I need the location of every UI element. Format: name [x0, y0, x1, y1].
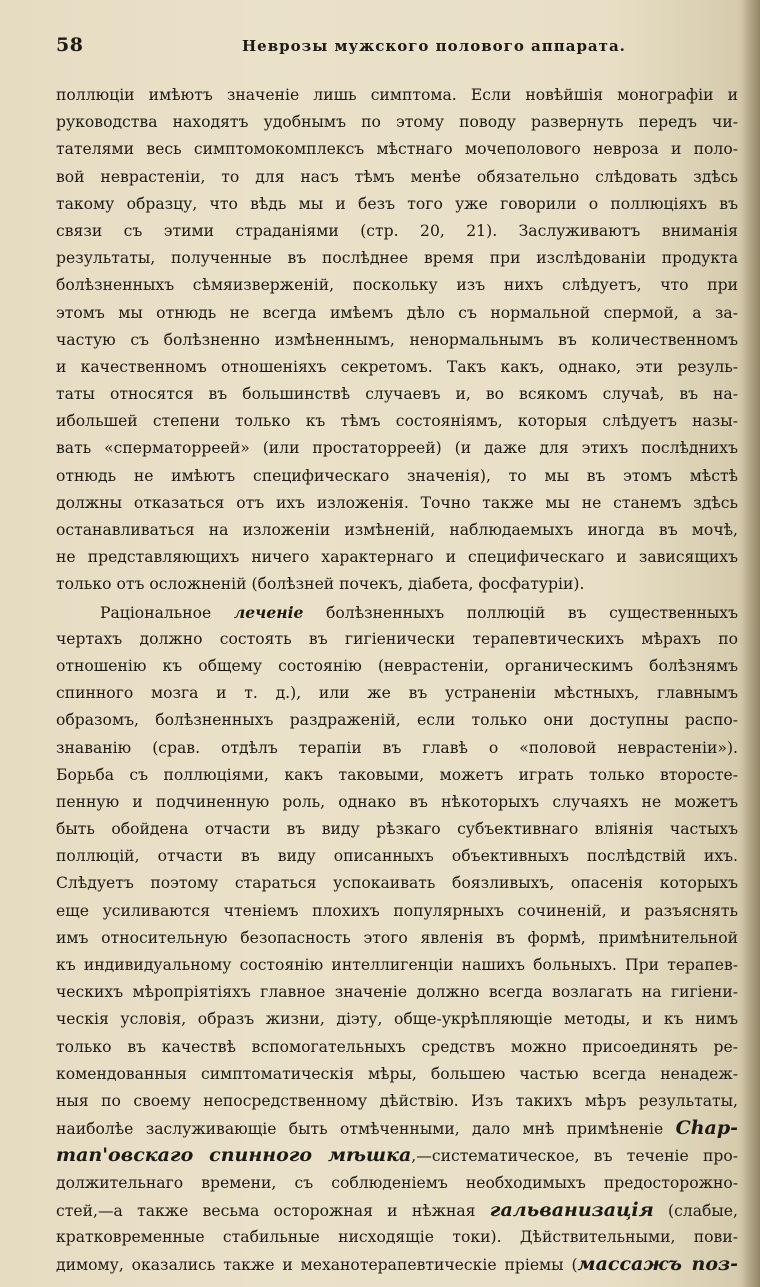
text-segment: связи съ этими страданіями (стр. 20, 21). Заслуживаютъ вниманія — [56, 221, 738, 240]
text-segment: комендованныя симптоматическія мѣры, большею частью всегда ненадеж- — [56, 1064, 738, 1083]
text-segment: стей,—а также весьма осторожная и нѣжная — [56, 1201, 490, 1220]
text-segment: останавливаться на изложеніи измѣненій, наблюдаемыхъ иногда въ мочѣ, — [56, 521, 738, 539]
text-segment: поллюцій, отчасти въ виду описанныхъ объективныхъ послѣдствій ихъ. — [56, 847, 738, 866]
text-line — [56, 381, 738, 408]
text-segment: ческія условія, образъ жизни, діэту, обще-укрѣпляющіе методы, и къ нимъ — [56, 1010, 738, 1029]
text-segment: спинного мозга и т. д.), или же въ устраненіи мѣстныхъ, главнымъ — [56, 684, 738, 703]
body-text — [56, 82, 738, 1278]
text-segment: наиболѣе заслуживающіе быть отмѣченными, дало мнѣ примѣненіе — [56, 1120, 676, 1139]
page-edge-shadow — [742, 0, 760, 1287]
text-line — [56, 82, 738, 109]
emphasized-text: массажъ поз- — [577, 1253, 738, 1276]
text-line — [56, 1251, 738, 1278]
text-line — [56, 653, 738, 680]
text-line — [56, 191, 738, 218]
text-line — [56, 626, 738, 653]
text-segment: ,—систематическое, въ теченіе про- — [411, 1147, 738, 1166]
text-segment: вать «сперматорреей» (или простаторреей) (и даже для этихъ послѣднихъ — [56, 439, 738, 458]
text-segment: къ индивидуальному состоянію интеллигенціи нашихъ больныхъ. При терапев- — [56, 956, 738, 974]
text-segment: не представляющихъ ничего характернаго и специфическаго и зависящихъ — [56, 548, 738, 567]
text-segment: руководства находятъ удобнымъ по этому поводу развернуть передъ чи- — [56, 113, 738, 132]
running-head: Неврозы мужского полового аппарата. — [242, 37, 626, 55]
text-segment: ибольшей степени только къ тѣмъ состояніямъ, которыя слѣдуетъ назы- — [56, 412, 738, 431]
text-line — [56, 245, 738, 272]
text-segment: димому, оказались также и механотерапевтическіе пріемы ( — [56, 1256, 578, 1275]
text-segment: кратковременные стабильные нисходящіе токи). Дѣйствительными, пови- — [56, 1227, 738, 1246]
text-line — [56, 735, 738, 762]
text-line — [56, 870, 738, 897]
text-line — [56, 898, 738, 925]
text-line — [56, 408, 738, 435]
text-line — [56, 789, 738, 816]
text-segment: пенную и подчиненную роль, однако въ нѣкоторыхъ случаяхъ не можетъ — [56, 792, 738, 811]
text-segment: Борьба съ поллюціями, какъ таковыми, можетъ играть только второсте- — [56, 765, 738, 784]
text-segment: имъ относительную безопасность этого явленія въ формѣ, примѣнительной — [56, 928, 738, 947]
text-line — [56, 1224, 738, 1251]
text-line — [56, 490, 738, 517]
text-segment: должительнаго времени, съ соблюденіемъ необходимыхъ предосторожно- — [56, 1173, 738, 1192]
text-segment: Раціональное — [100, 603, 234, 622]
text-segment: и качественномъ отношеніяхъ секретомъ. Такъ какъ, однако, эти резуль- — [56, 357, 738, 376]
text-line — [56, 1170, 738, 1197]
text-segment: таты относятся въ большинствѣ случаевъ и, во всякомъ случаѣ, въ на- — [56, 385, 738, 404]
text-segment: результаты, полученные въ послѣднее время при изслѣдованіи продукта — [56, 249, 738, 268]
emphasized-text: man'овскаго спинного мѣшка — [56, 1144, 412, 1167]
text-segment: только отъ осложненій (болѣзней почекъ, діабета, фосфатуріи). — [56, 575, 585, 594]
text-line — [56, 762, 738, 789]
emphasized-text: леченіе — [233, 602, 304, 622]
page-number: 58 — [56, 34, 84, 56]
text-line — [56, 544, 738, 571]
text-line — [56, 1115, 738, 1142]
text-segment: только въ качествѣ вспомогательныхъ средствъ можно присоединять ре- — [56, 1037, 738, 1056]
text-line — [56, 952, 738, 979]
text-segment: отношенію къ общему состоянію (неврастеніи, органическимъ болѣзнямъ — [56, 656, 738, 675]
text-line — [56, 680, 738, 707]
text-line — [56, 327, 738, 354]
text-line — [56, 218, 738, 245]
text-line — [56, 354, 738, 381]
text-line — [56, 843, 738, 870]
text-line — [56, 707, 738, 734]
page-header — [56, 34, 718, 62]
text-line — [56, 1088, 738, 1115]
text-line — [56, 435, 738, 462]
text-segment: (слабые, — [653, 1201, 738, 1220]
text-segment: должны отказаться отъ ихъ изложенія. Точно также мы не станемъ здѣсь — [56, 493, 738, 512]
text-segment: отнюдь не имѣютъ специфическаго значенія), то мы въ этомъ мѣстѣ — [56, 466, 738, 485]
text-segment: поллюціи имѣютъ значеніе лишь симптома. Если новѣйшія монографіи и — [56, 86, 738, 104]
text-line — [56, 816, 738, 843]
text-line — [56, 979, 738, 1006]
text-line — [56, 1034, 738, 1061]
text-line — [56, 925, 738, 952]
text-line — [56, 1197, 738, 1224]
text-segment: образомъ, болѣзненныхъ раздраженій, если только они доступны распо- — [56, 711, 738, 730]
text-segment: такому образцу, что вѣдь мы и безъ того уже говорили о поллюціяхъ въ — [56, 194, 738, 213]
text-line — [56, 272, 738, 299]
emphasized-text: Chap- — [675, 1117, 738, 1140]
text-segment: болѣзненныхъ сѣмяизверженій, поскольку изъ нихъ слѣдуетъ, что при — [56, 276, 738, 295]
text-line — [56, 1061, 738, 1088]
text-line — [56, 164, 738, 191]
text-line — [56, 136, 738, 163]
text-line — [56, 109, 738, 136]
text-segment: еще усиливаются чтеніемъ плохихъ популярныхъ сочиненій, и разъяснять — [56, 901, 738, 920]
text-line — [56, 300, 738, 327]
text-line — [56, 1142, 738, 1169]
emphasized-text: гальванизація — [489, 1198, 654, 1221]
text-segment: тателями весь симптомокомплексъ мѣстнаго мочеполового невроза и поло- — [56, 140, 738, 159]
text-segment: вой неврастеніи, то для насъ тѣмъ менѣе обязательно слѣдовать здѣсь — [56, 167, 738, 186]
text-line — [56, 599, 738, 626]
text-line — [56, 517, 738, 544]
text-segment: ческихъ мѣропріятіяхъ главное значеніе должно всегда возлагать на гигіени- — [56, 983, 738, 1002]
text-line — [56, 571, 738, 598]
text-segment: чертахъ должно состоять въ гигіенически терапевтическихъ мѣрахъ по — [56, 629, 738, 648]
text-segment: частую съ болѣзненно измѣненнымъ, ненормальнымъ въ количественномъ — [56, 330, 738, 349]
text-segment: болѣзненныхъ поллюцій въ существенныхъ — [303, 603, 738, 622]
text-segment: Слѣдуетъ поэтому стараться успокаивать боязливыхъ, опасенія которыхъ — [56, 874, 738, 893]
text-line — [56, 463, 738, 490]
text-segment: знаванію (срав. отдѣлъ терапіи въ главѣ о «половой неврастеніи»). — [56, 738, 738, 757]
text-segment: ныя по своему непосредственному дѣйствію. Изъ такихъ мѣръ результаты, — [56, 1091, 738, 1110]
text-segment: быть обойдена отчасти въ виду рѣзкаго субъективнаго вліянія частыхъ — [56, 820, 738, 839]
text-line — [56, 1006, 738, 1033]
text-segment: этомъ мы отнюдь не всегда имѣемъ дѣло съ нормальной спермой, а за- — [56, 303, 738, 322]
